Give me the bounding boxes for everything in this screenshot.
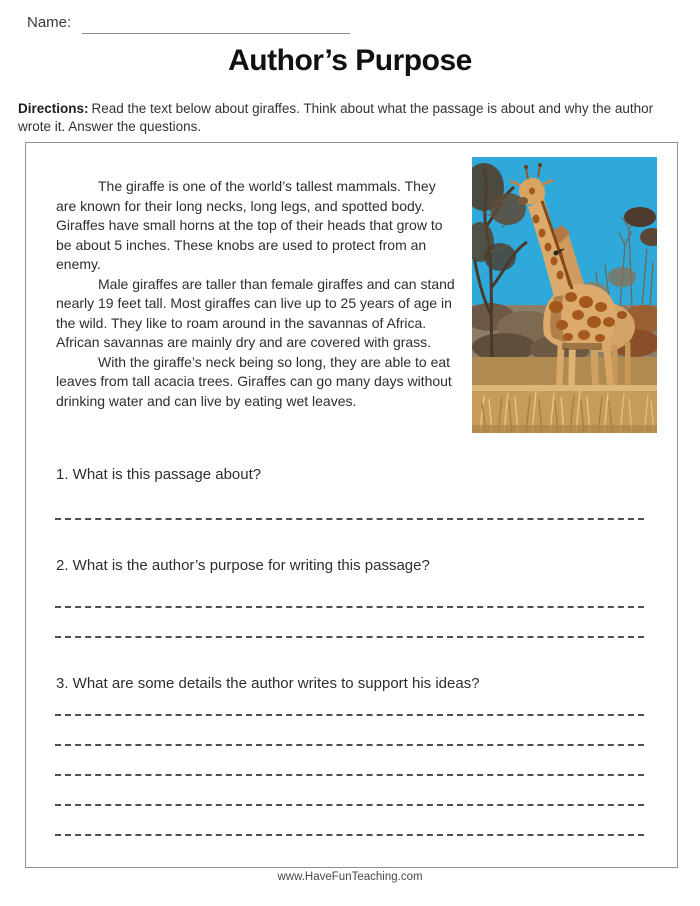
answer-line[interactable] [55,774,644,776]
answer-line[interactable] [55,834,644,836]
giraffe-photo [472,157,657,433]
answer-line[interactable] [55,636,644,638]
directions [18,100,684,136]
answer-line[interactable] [55,744,644,746]
grass-icon [472,385,657,433]
name-label: Name: [27,14,72,31]
answer-line[interactable] [55,714,644,716]
question-3-label: 3. What are some details the author writes to support his ideas? [56,675,480,692]
passage-paragraph: Male giraffes are taller than female giraffes and can stand nearly 19 feet tall. Most giraffes can live up to 25 years of age in the wild. They like to roam around in the savannas of Africa. African savannas are mainly dry and are covered with grass. [56,275,455,350]
question-2-label: 2. What is the author’s purpose for writing this passage? [56,557,430,574]
name-input-line[interactable] [82,17,350,34]
passage-box [25,142,678,868]
passage [56,177,456,411]
passage-paragraph: With the giraffe’s neck being so long, they are able to eat leaves from tall acacia trees. Giraffes can go many days without drinking water and can live by eating wet leaves. [56,353,452,409]
answer-line[interactable] [55,804,644,806]
footer-url: www.HaveFunTeaching.com [277,871,423,883]
passage-paragraph: The giraffe is one of the world’s tallest mammals. They are known for their long necks, long legs, and spotted body. Giraffes have small horns at the top of their heads that grow to be about 5 inches. These knobs are used to protect from an enemy. [56,178,443,272]
question-1-label: 1. What is this passage about? [56,466,262,483]
answer-line[interactable] [55,606,644,608]
answer-line[interactable] [55,518,644,520]
directions-label: Directions: [18,101,89,116]
page-title: Author’s Purpose [228,44,472,77]
directions-text: Read the text below about giraffes. Think about what the passage is about and why the author wrote it. Answer the questions. [18,101,654,134]
